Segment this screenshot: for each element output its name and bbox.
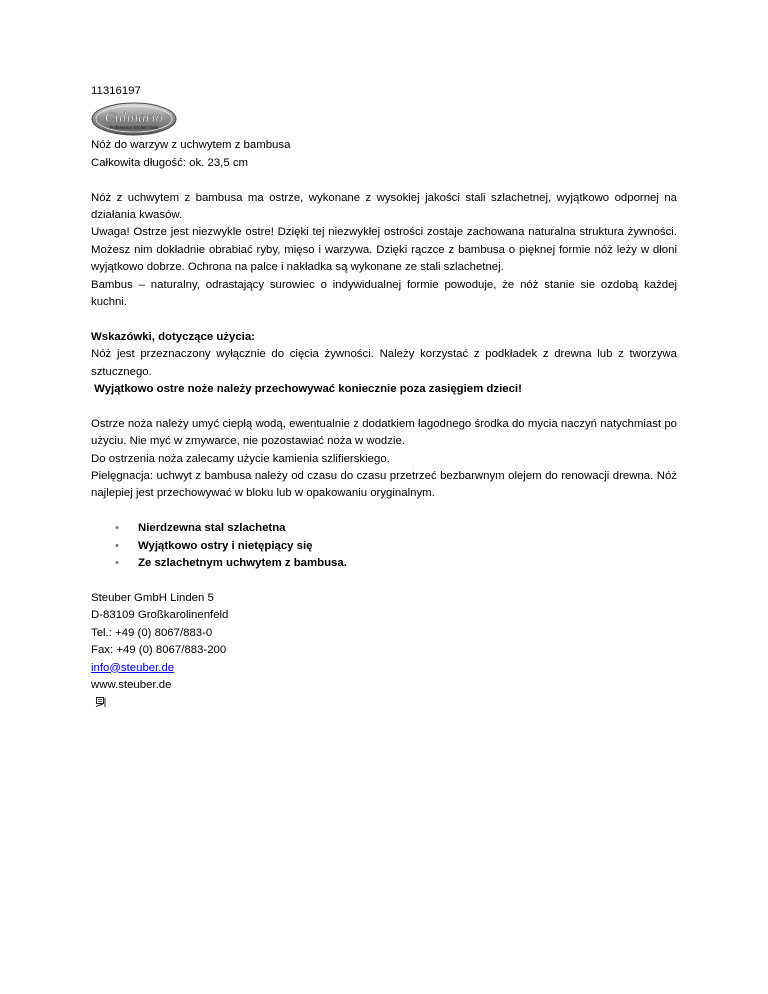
care-paragraph: Do ostrzenia noża zalecamy użycie kamienia szlifierskiego. (91, 452, 390, 465)
safety-warning: Wyjątkowo ostre noże należy przechowywać koniecznie poza zasięgiem dzieci! (91, 383, 522, 396)
bullet-icon: • (115, 557, 119, 570)
logo-brand: Culinario (104, 110, 164, 127)
description-paragraph: Uwaga! Ostrze jest niezwykle ostre! Dzięki tej niezwykłej ostrości zostaje zachowana naturalna struktura żywności. Możesz nim dokładnie obrabiać ryby, mięso i warzywa. Dzięki rączce z bambusa o pięknej formie nóż leży w dłoni wyjątkowo dobrze. Ochrona na palce i nakładka są wykonane ze stali szlachetnej. (91, 226, 677, 274)
feature-label: Wyjątkowo ostry i nietępiący się (138, 539, 313, 552)
bullet-icon: • (115, 539, 119, 552)
company-website: www.steuber.de (91, 678, 172, 691)
document-content (91, 83, 677, 708)
bullet-icon: • (115, 522, 119, 535)
company-phone: Tel.: +49 (0) 8067/883-0 (91, 626, 213, 639)
company-name: Steuber GmbH Linden 5 (91, 591, 214, 604)
care-paragraph: Pielęgnacja: uchwyt z bambusa należy od czasu do czasu przetrzeć bezbarwnym olejem do renowacji drewna. Nóż najlepiej jest przechowywać w bloku lub w opakowaniu oryginalnym. (91, 470, 677, 500)
article-number: 11316197 (91, 85, 141, 97)
feature-list (91, 520, 677, 572)
company-fax: Fax: +49 (0) 8067/883-200 (91, 644, 227, 657)
list-item (91, 538, 677, 555)
no-dishwasher-icon (95, 696, 107, 708)
company-city: D-83109 Großkarolinenfeld (91, 609, 229, 622)
description-paragraph: Nóż z uchwytem z bambusa ma ostrze, wykonane z wysokiej jakości stali szlachetnej, wyjątkowo odpornej na działania kwasów. (91, 191, 677, 222)
company-email-link[interactable]: info@steuber.de (91, 661, 175, 674)
usage-heading: Wskazówki, dotyczące użycia: (91, 330, 255, 343)
total-length: Całkowita długość: ok. 23,5 cm (91, 156, 249, 169)
list-item (91, 520, 677, 537)
feature-label: Nierdzewna stal szlachetna (138, 522, 286, 535)
care-paragraph: Ostrze noża należy umyć ciepłą wodą, ewentualnie z dodatkiem łagodnego środka do mycia naczyń natychmiast po użyciu. Nie myć w zmywarce, nie pozostawiać noża w wodzie. (91, 417, 677, 448)
list-item (91, 555, 677, 572)
usage-text: Nóż jest przeznaczony wyłącznie do cięcia żywności. Należy korzystać z podkładek z drewna lub z tworzywa sztucznego. (91, 348, 677, 378)
logo-tagline: Professional Kitchen Tools (109, 125, 159, 131)
description-paragraph: Bambus – naturalny, odrastający surowiec o indywidualnej formie powoduje, że nóż stanie sie ozdobą każdej kuchni. (91, 278, 677, 309)
feature-label: Ze szlachetnym uchwytem z bambusa. (138, 557, 347, 570)
culinario-logo-icon (91, 102, 177, 136)
product-title: Nóż do warzyw z uchwytem z bambusa (91, 139, 291, 152)
